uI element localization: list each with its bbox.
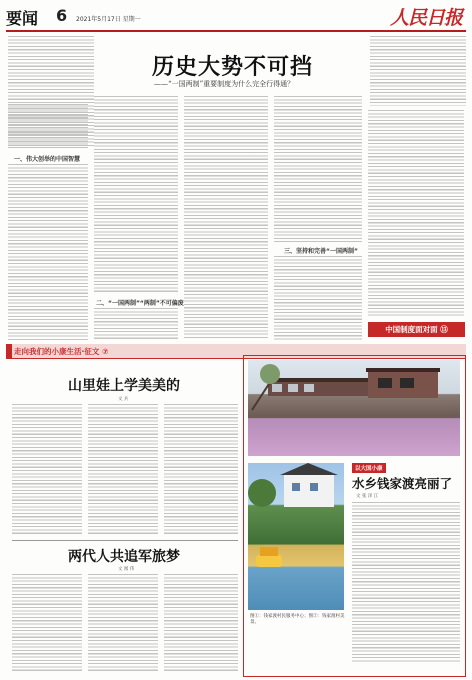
newspaper-logo: 人民日报 [389,7,462,29]
series-footer-badge: 中国制度面对面 ⑬ [368,322,465,337]
lead-text-col2b [94,308,178,340]
essay-divider [12,540,238,541]
lead-article-title: 历史大势不可挡 [152,54,314,80]
lead-text-col3 [184,96,268,340]
essay-2-col1 [12,574,82,672]
feature-band-marker [6,344,12,358]
issue-date: 2021年5月17日 星期一 [76,16,141,23]
essay-2-author: 文 闻 伟 [118,567,135,572]
essay-1-title: 山里娃上学美美的 [68,378,180,394]
essay-1-col3 [164,404,238,536]
essay-1-col1 [12,404,82,536]
lead-text-col1b [8,164,88,340]
section-head-2: 二、“一国两制”“两制”不可偏废 [96,300,184,307]
photo-feature-title: 水乡钱家渡亮丽了 [352,476,453,491]
scenery-illustration [248,463,344,610]
building-illustration [248,360,460,456]
essay-2-col2 [88,574,158,672]
essay-1-col2 [88,404,158,536]
lead-text-col5 [368,110,464,316]
lead-text-col-right-top [370,36,466,106]
photo-caption: 图①：钱家渡村民服务中心；图②：钱家渡村美景。 [250,614,345,625]
essay-2-title: 两代人共追军旅梦 [68,549,180,565]
lead-text-col4a [274,96,362,242]
lead-text-col4b [274,256,362,340]
photo-village-service-center [248,360,460,456]
section-head-3: 三、坚持和完善“一国两制” [284,248,358,255]
photo-feature-author: 文 张 泽 江 [356,494,379,499]
section-name: 要闻 [6,9,39,28]
feature-band-label: 走向我们的小康生活·征文 ⑦ [14,347,109,356]
essay-2-col3 [164,574,238,672]
photo-village-scenery [248,463,344,610]
page-number: 6 [56,6,68,25]
photo-feature-text [352,502,460,662]
lead-text-col2 [94,96,178,292]
lead-article-subtitle: ——“一国两制”重要制度为什么完全行得通？ [154,80,295,88]
lead-text-col1a [8,104,88,150]
section-head-1: 一、伟大创举的中国智慧 [14,156,81,163]
photo-feature-tag: 以大国小康 [352,463,386,473]
essay-1-author: 文 兵 [118,397,129,402]
